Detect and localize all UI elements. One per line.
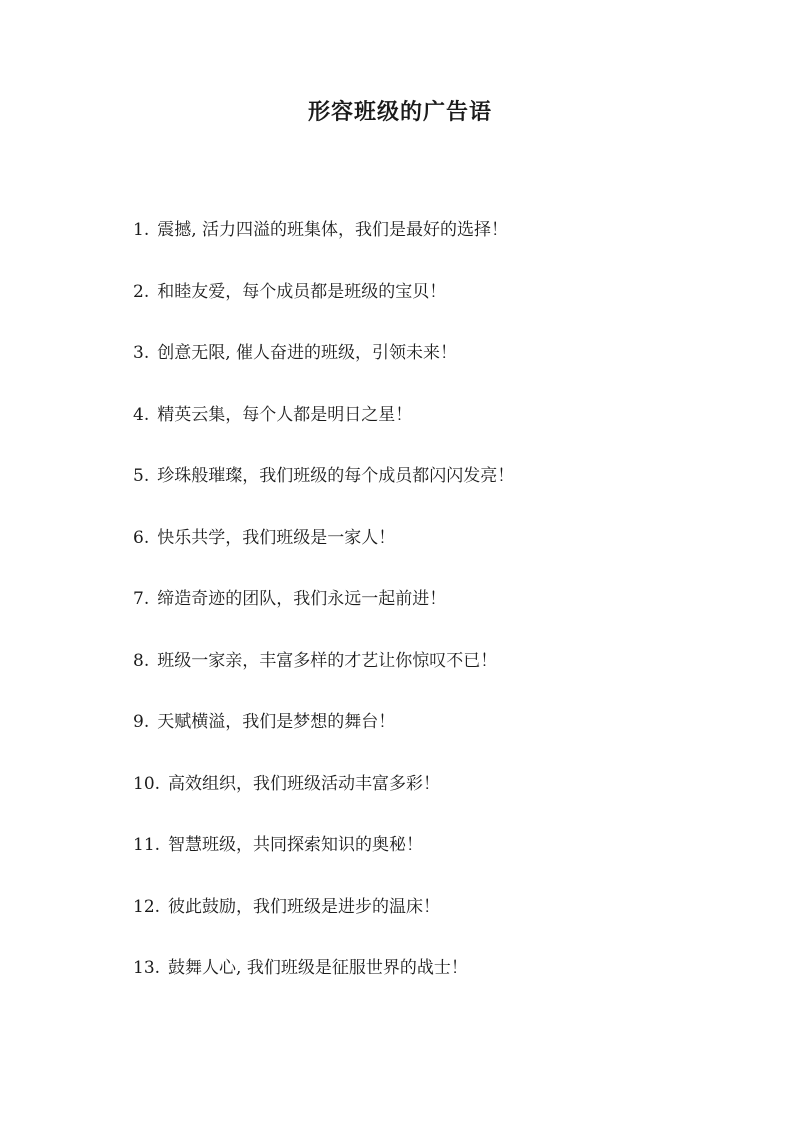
item-text: 鼓舞人心, 我们班级是征服世界的战士！ [168, 958, 468, 978]
item-text: 珍珠般璀璨，我们班级的每个成员都闪闪发亮！ [157, 466, 515, 486]
item-text: 天赋横溢，我们是梦想的舞台！ [157, 712, 396, 732]
slogan-list [133, 216, 753, 1016]
item-number: 10. [133, 773, 161, 794]
list-item [133, 524, 753, 586]
item-number: 6. [133, 527, 150, 548]
item-number: 4. [133, 404, 150, 425]
item-number: 13. [133, 958, 161, 978]
list-item [133, 954, 753, 1016]
document-title: 形容班级的广告语 [307, 99, 492, 125]
item-text: 快乐共学，我们班级是一家人！ [157, 527, 396, 548]
item-text: 智慧班级，共同探索知识的奥秘！ [168, 835, 424, 855]
list-item [133, 585, 753, 647]
item-text: 精英云集，每个人都是明日之星！ [157, 404, 413, 425]
item-text: 彼此鼓励，我们班级是进步的温床！ [168, 896, 441, 917]
item-text: 班级一家亲，丰富多样的才艺让你惊叹不已！ [157, 650, 498, 671]
list-item [133, 708, 753, 770]
list-item [133, 770, 753, 832]
item-text: 高效组织，我们班级活动丰富多彩！ [168, 773, 441, 794]
list-item [133, 831, 753, 893]
item-text: 震撼, 活力四溢的班集体，我们是最好的选择！ [157, 220, 509, 240]
item-number: 12. [133, 896, 161, 917]
item-number: 5. [133, 466, 150, 486]
item-number: 2. [133, 281, 150, 302]
item-number: 1. [133, 220, 150, 240]
item-number: 7. [133, 589, 150, 609]
item-number: 9. [133, 712, 150, 732]
list-item [133, 216, 753, 278]
item-number: 8. [133, 650, 150, 671]
list-item [133, 462, 753, 524]
item-text: 创意无限, 催人奋进的班级，引领未来！ [157, 343, 458, 363]
item-number: 3. [133, 343, 150, 363]
item-text: 缔造奇迹的团队，我们永远一起前进！ [157, 589, 447, 609]
list-item [133, 339, 753, 401]
item-number: 11. [133, 835, 161, 855]
list-item [133, 401, 753, 463]
item-text: 和睦友爱，每个成员都是班级的宝贝！ [157, 281, 447, 302]
list-item [133, 893, 753, 955]
list-item [133, 647, 753, 709]
list-item [133, 278, 753, 340]
